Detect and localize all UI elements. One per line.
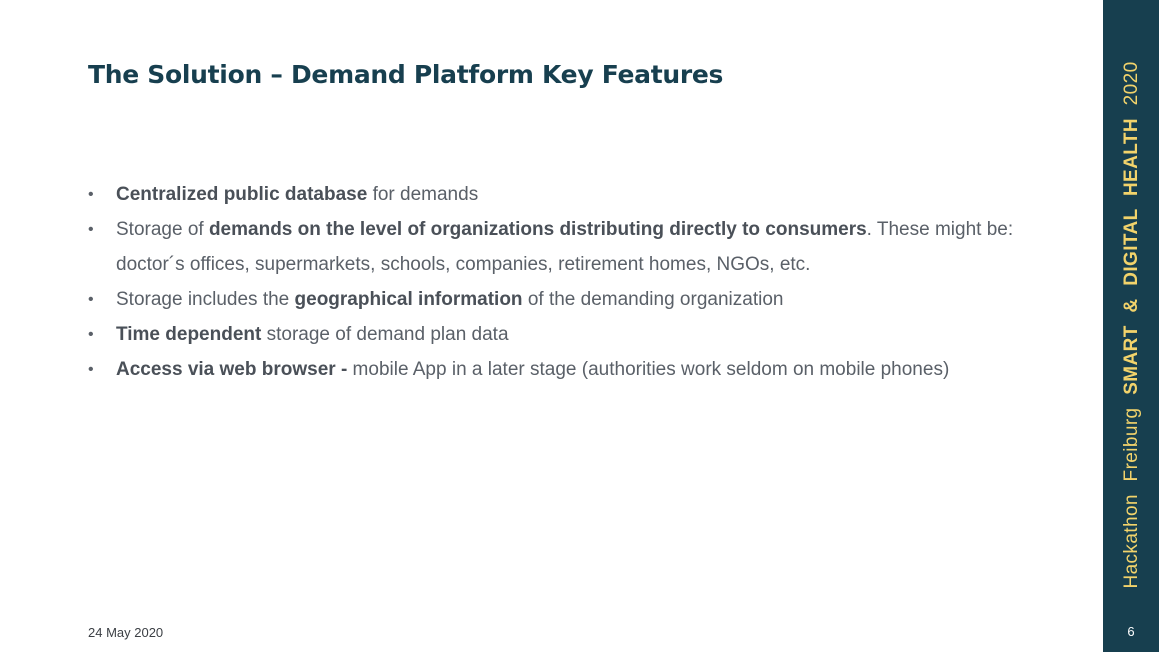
page-number: 6 <box>1127 624 1135 639</box>
bullet-icon: • <box>88 186 94 203</box>
body-text: Storage includes the <box>116 289 295 310</box>
body-text: Storage of <box>116 219 209 240</box>
bold-text: Centralized public database <box>116 184 368 205</box>
bold-text: Time dependent <box>116 324 262 345</box>
bold-text: geographical information <box>294 289 523 310</box>
body-text: of the demanding organization <box>522 289 784 310</box>
sidebar-event-label <box>1121 61 1143 588</box>
body-text: for demands <box>367 184 479 205</box>
bullet-icon: • <box>88 291 94 308</box>
bold-text: demands on the level of organizations distributing directly to consumers <box>208 219 867 240</box>
feature-list <box>88 177 1028 387</box>
bullet-icon: • <box>88 361 94 378</box>
sidebar-event-theme: SMART & DIGITAL HEALTH <box>1121 118 1142 395</box>
bullet-icon: • <box>88 221 94 238</box>
list-item <box>88 282 1028 317</box>
footer-date: 24 May 2020 <box>88 625 164 640</box>
list-item <box>88 212 1028 282</box>
sidebar-event-name: Hackathon Freiburg <box>1121 407 1142 589</box>
body-text: . These might be: doctor´s offices, supermarkets, schools, companies, retirement homes, NGOs, etc. <box>116 219 1014 275</box>
list-item <box>88 177 1028 212</box>
body-text: mobile App in a later stage (authorities work seldom on mobile phones) <box>347 359 950 380</box>
bullet-icon: • <box>88 326 94 343</box>
slide-title: The Solution – Demand Platform Key Features <box>88 60 724 89</box>
body-text: storage of demand plan data <box>261 324 509 345</box>
list-item <box>88 352 1028 387</box>
list-item <box>88 317 1028 352</box>
bold-text: Access via web browser - <box>116 359 348 380</box>
sidebar-event-year: 2020 <box>1121 61 1142 106</box>
